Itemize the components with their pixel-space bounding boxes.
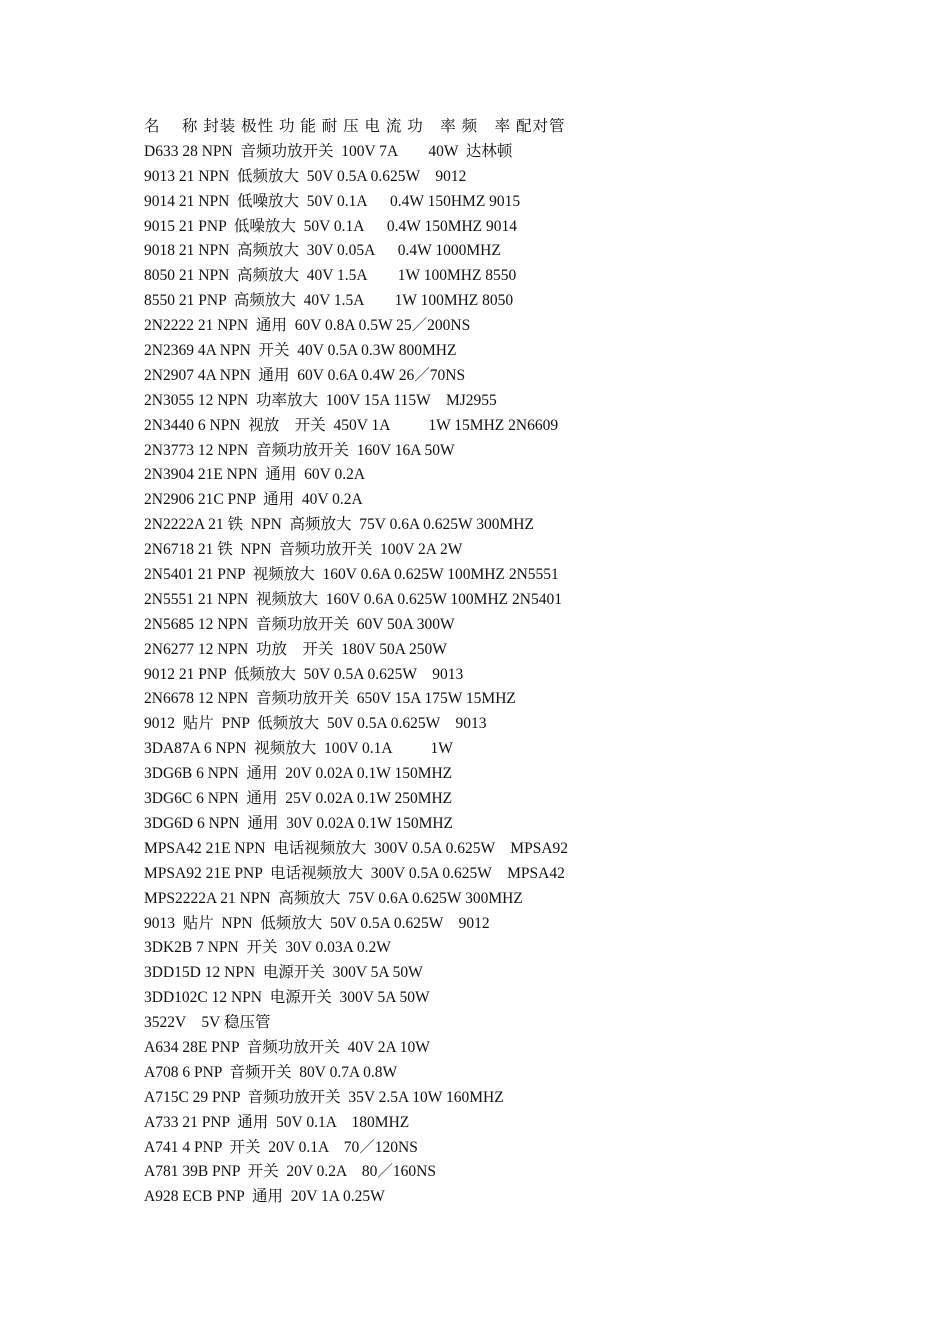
table-row: 2N6678 12 NPN 音频功放开关 650V 15A 175W 15MHZ xyxy=(144,690,516,708)
table-row: 9014 21 NPN 低噪放大 50V 0.1A 0.4W 150HMZ 9015 xyxy=(144,192,521,210)
table-row: 9015 21 PNP 低噪放大 50V 0.1A 0.4W 150MHZ 9014 xyxy=(144,217,518,235)
table-row: 2N3773 12 NPN 音频功放开关 160V 16A 50W xyxy=(144,441,455,459)
table-row: D633 28 NPN 音频功放开关 100V 7A 40W 达林顿 xyxy=(144,142,513,160)
table-row: 2N6718 21 铁 NPN 音频功放开关 100V 2A 2W xyxy=(144,541,463,559)
table-row: 2N2222A 21 铁 NPN 高频放大 75V 0.6A 0.625W 300MHZ xyxy=(144,516,534,534)
table-row: 3DG6C 6 NPN 通用 25V 0.02A 0.1W 250MHZ xyxy=(144,790,453,808)
table-row: A741 4 PNP 开关 20V 0.1A 70／120NS xyxy=(144,1138,418,1156)
table-row: 2N3055 12 NPN 功率放大 100V 15A 115W MJ2955 xyxy=(144,391,497,409)
table-row: MPSA92 21E PNP 电话视频放大 300V 0.5A 0.625W MPSA42 xyxy=(144,864,565,882)
table-row: 2N2222 21 NPN 通用 60V 0.8A 0.5W 25／200NS xyxy=(144,317,471,335)
table-row: MPS2222A 21 NPN 高频放大 75V 0.6A 0.625W 300MHZ xyxy=(144,889,523,907)
table-row: A928 ECB PNP 通用 20V 1A 0.25W xyxy=(144,1188,385,1206)
table-row: A733 21 PNP 通用 50V 0.1A 180MHZ xyxy=(144,1113,410,1131)
table-row: 8550 21 PNP 高频放大 40V 1.5A 1W 100MHZ 8050 xyxy=(144,292,514,310)
table-row: 3DD15D 12 NPN 电源开关 300V 5A 50W xyxy=(144,964,423,982)
table-row: 3DK2B 7 NPN 开关 30V 0.03A 0.2W xyxy=(144,939,391,957)
table-row: 2N3440 6 NPN 视放 开关 450V 1A 1W 15MHZ 2N6609 xyxy=(144,416,559,434)
table-row: 2N5401 21 PNP 视频放大 160V 0.6A 0.625W 100MHZ 2N5551 xyxy=(144,566,559,584)
table-row: 3DG6B 6 NPN 通用 20V 0.02A 0.1W 150MHZ xyxy=(144,765,453,783)
table-row: 2N3904 21E NPN 通用 60V 0.2A xyxy=(144,466,366,484)
table-row: MPSA42 21E NPN 电话视频放大 300V 0.5A 0.625W MPSA92 xyxy=(144,839,569,857)
table-row: 2N5685 12 NPN 音频功放开关 60V 50A 300W xyxy=(144,615,455,633)
table-header: 名 称 封装 极性 功 能 耐 压 电 流 功 率 频 率 配对管 xyxy=(144,118,566,135)
table-row: A634 28E PNP 音频功放开关 40V 2A 10W xyxy=(144,1038,430,1056)
transistor-table-text xyxy=(144,115,904,1210)
table-row: 2N2369 4A NPN 开关 40V 0.5A 0.3W 800MHZ xyxy=(144,342,457,360)
table-row: 3522V 5V 稳压管 xyxy=(144,1014,271,1032)
table-row: 8050 21 NPN 高频放大 40V 1.5A 1W 100MHZ 8550 xyxy=(144,267,517,285)
table-row: A708 6 PNP 音频开关 80V 0.7A 0.8W xyxy=(144,1063,398,1081)
table-row: 2N5551 21 NPN 视频放大 160V 0.6A 0.625W 100MHZ 2N5401 xyxy=(144,590,562,608)
table-row: 9013 贴片 NPN 低频放大 50V 0.5A 0.625W 9012 xyxy=(144,914,490,932)
table-row: 2N2906 21C PNP 通用 40V 0.2A xyxy=(144,491,363,509)
table-row: 9012 21 PNP 低频放大 50V 0.5A 0.625W 9013 xyxy=(144,665,464,683)
table-row: A781 39B PNP 开关 20V 0.2A 80／160NS xyxy=(144,1163,436,1181)
table-row: 3DA87A 6 NPN 视频放大 100V 0.1A 1W xyxy=(144,740,453,758)
table-row: 9012 贴片 PNP 低频放大 50V 0.5A 0.625W 9013 xyxy=(144,715,487,733)
table-row: A715C 29 PNP 音频功放开关 35V 2.5A 10W 160MHZ xyxy=(144,1088,504,1106)
table-row: 2N2907 4A NPN 通用 60V 0.6A 0.4W 26／70NS xyxy=(144,366,466,384)
table-row: 2N6277 12 NPN 功放 开关 180V 50A 250W xyxy=(144,640,447,658)
table-row: 3DD102C 12 NPN 电源开关 300V 5A 50W xyxy=(144,989,430,1007)
table-row: 9013 21 NPN 低频放大 50V 0.5A 0.625W 9012 xyxy=(144,167,467,185)
table-row: 3DG6D 6 NPN 通用 30V 0.02A 0.1W 150MHZ xyxy=(144,814,454,832)
table-row: 9018 21 NPN 高频放大 30V 0.05A 0.4W 1000MHZ xyxy=(144,242,501,260)
